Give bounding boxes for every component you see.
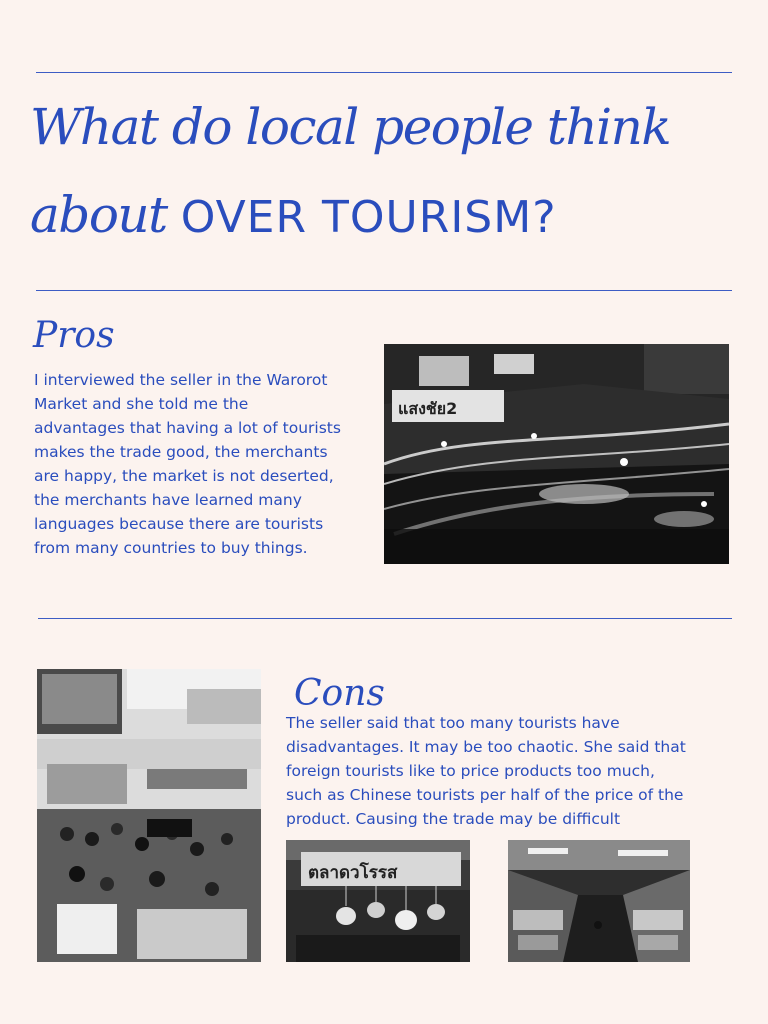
pros-heading: Pros	[33, 315, 115, 356]
pros-line: I interviewed the seller in the Warorot	[34, 371, 328, 389]
cons-line: foreign tourists like to price products too much,	[286, 762, 655, 780]
page-title-line-1: What do local people think	[30, 98, 671, 156]
pros-line: languages because there are tourists	[34, 515, 324, 533]
market-entrance-sign: ตลาดวโรรส	[308, 863, 398, 883]
night-market-sign: แสงชัย2	[398, 399, 458, 418]
pros-line: from many countries to buy things.	[34, 539, 308, 557]
cons-line: product. Causing the trade may be difficult	[286, 810, 621, 828]
market-aisle-photo	[508, 840, 690, 962]
pros-line: the merchants have learned many	[34, 491, 302, 509]
section-divider	[38, 618, 732, 619]
page-title-line-2	[30, 186, 557, 250]
top-divider	[36, 72, 732, 73]
pros-line: makes the trade good, the merchants	[34, 443, 328, 461]
cons-paragraph	[286, 711, 726, 831]
crowded-market-photo	[37, 669, 261, 962]
pros-line: are happy, the market is not deserted,	[34, 467, 334, 485]
pros-paragraph	[34, 368, 374, 560]
market-entrance-photo	[286, 840, 470, 962]
cons-line: disadvantages. It may be too chaotic. She said that	[286, 738, 686, 756]
title-divider	[36, 290, 732, 291]
night-market-photo	[384, 344, 729, 564]
pros-line: advantages that having a lot of tourists	[34, 419, 341, 437]
pros-line: Market and she told me the	[34, 395, 249, 413]
page-title-caps: OVER TOURISM?	[180, 192, 557, 243]
cons-line: such as Chinese tourists per half of the price of the	[286, 786, 684, 804]
cons-line: The seller said that too many tourists have	[286, 714, 620, 732]
page-title-italic-word: about	[30, 186, 167, 244]
cons-heading: Cons	[294, 673, 385, 714]
